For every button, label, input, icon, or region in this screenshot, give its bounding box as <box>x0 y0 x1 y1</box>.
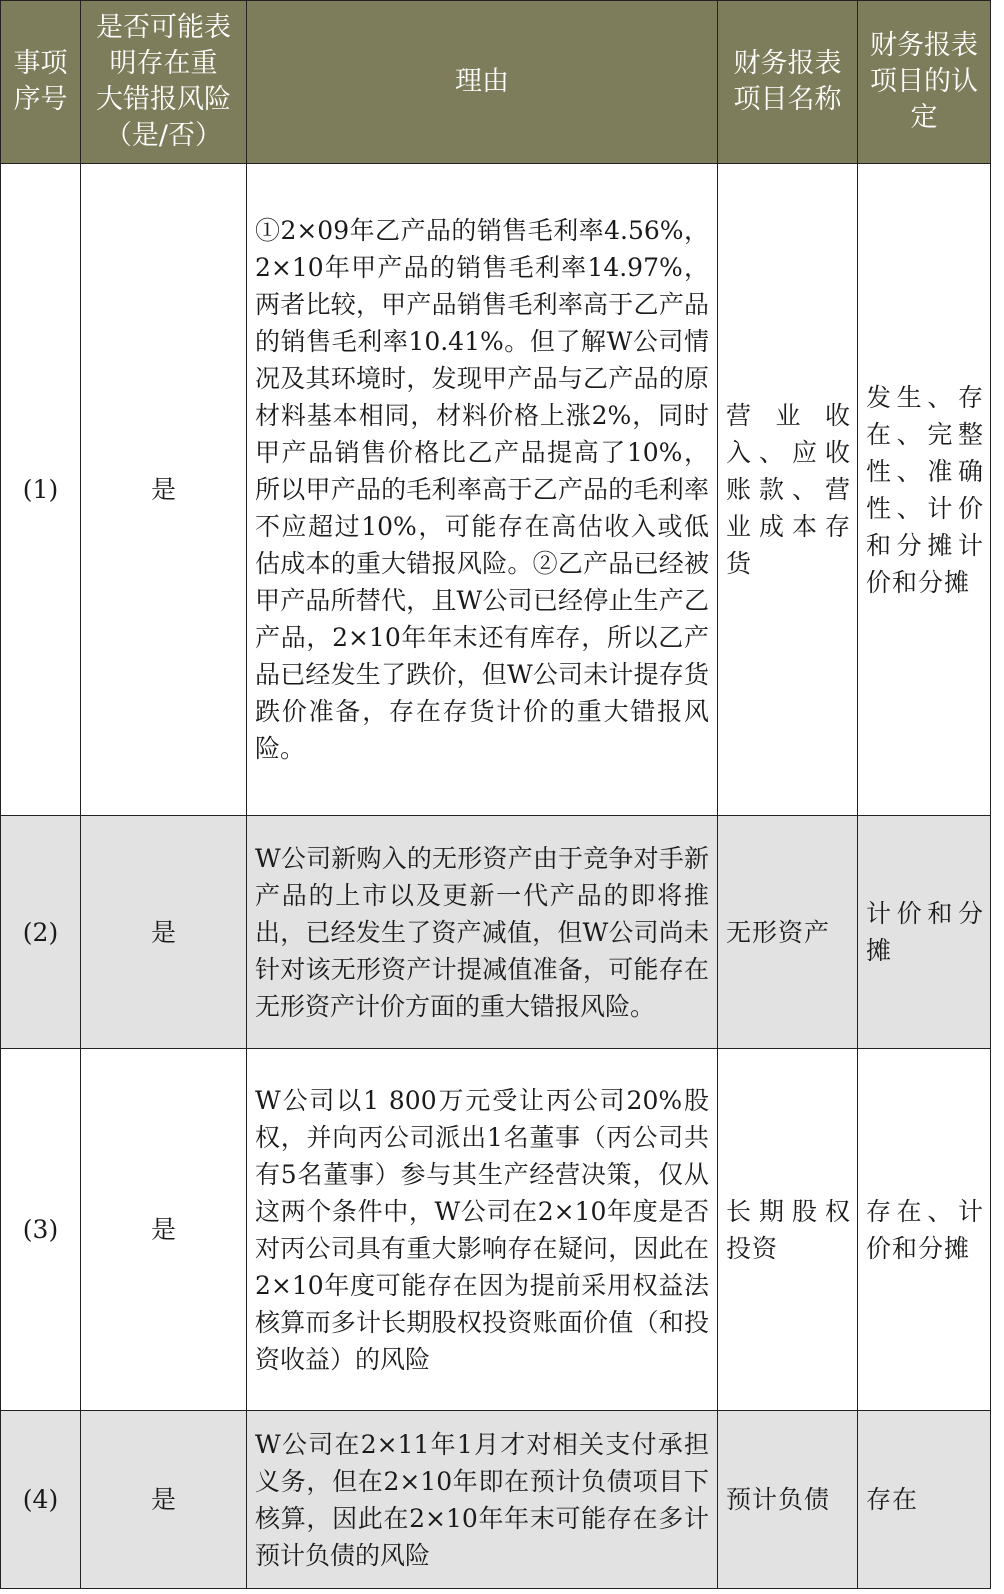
row-seq: (3) <box>1 1049 81 1411</box>
header-risk: 是否可能表 明存在重 大错报风险 （是/否） <box>81 1 247 164</box>
header-row <box>1 1 991 164</box>
row-assertion: 存在、计价和分摊 <box>858 1049 991 1411</box>
row-seq: (4) <box>1 1411 81 1589</box>
row-reason: W公司新购入的无形资产由于竞争对手新产品的上市以及更新一代产品的即将推出，已经发生了资产减值，但W公司尚未针对该无形资产计提减值准备，可能存在无形资产计价方面的重大错报风险。 <box>247 816 718 1049</box>
header-reason: 理由 <box>247 1 718 164</box>
row-seq: (2) <box>1 816 81 1049</box>
table-row <box>1 164 991 816</box>
row-reason: W公司以1 800万元受让丙公司20%股权，并向丙公司派出1名董事（丙公司共有5名董事）参与其生产经营决策，仅从这两个条件中，W公司在2×10年度是否对丙公司具有重大影响存在疑问，因此在2×10年度可能存在因为提前采用权益法核算而多计长期股权投资账面价值（和投资收益）的风险 <box>247 1049 718 1411</box>
row-seq: (1) <box>1 164 81 816</box>
table-row <box>1 1411 991 1589</box>
header-seq: 事项 序号 <box>1 1 81 164</box>
table-header <box>1 1 991 164</box>
table-row <box>1 816 991 1049</box>
row-reason: W公司在2×11年1月才对相关支付承担义务，但在2×10年即在预计负债项目下核算，因此在2×10年年末可能存在多计预计负债的风险 <box>247 1411 718 1589</box>
header-assertion: 财务报表 项目的认 定 <box>858 1 991 164</box>
row-assertion: 存在 <box>858 1411 991 1589</box>
row-item-name: 预计负债 <box>718 1411 858 1589</box>
header-item-name: 财务报表 项目名称 <box>718 1 858 164</box>
row-risk: 是 <box>81 1049 247 1411</box>
row-assertion: 计价和分摊 <box>858 816 991 1049</box>
row-item-name: 无形资产 <box>718 816 858 1049</box>
table-body <box>1 164 991 1589</box>
row-item-name: 长期股权投资 <box>718 1049 858 1411</box>
row-reason: ①2×09年乙产品的销售毛利率4.56%，2×10年甲产品的销售毛利率14.97%，两者比较，甲产品销售毛利率高于乙产品的销售毛利率10.41%。但了解W公司情况及其环境时，发现甲产品与乙产品的原材料基本相同，材料价格上涨2%，同时甲产品销售价格比乙产品提高了10%，所以甲产品的毛利率高于乙产品的毛利率不应超过10%，可能存在高估收入或低估成本的重大错报风险。②乙产品已经被甲产品所替代，且W公司已经停止生产乙产品，2×10年年末还有库存，所以乙产品已经发生了跌价，但W公司未计提存货跌价准备，存在存货计价的重大错报风险。 <box>247 164 718 816</box>
row-item-name: 营业收入、应收账款、营业成本存货 <box>718 164 858 816</box>
row-risk: 是 <box>81 164 247 816</box>
row-assertion: 发生、存在、完整性、准确性、计价和分摊计价和分摊 <box>858 164 991 816</box>
row-risk: 是 <box>81 1411 247 1589</box>
table-row <box>1 1049 991 1411</box>
row-risk: 是 <box>81 816 247 1049</box>
